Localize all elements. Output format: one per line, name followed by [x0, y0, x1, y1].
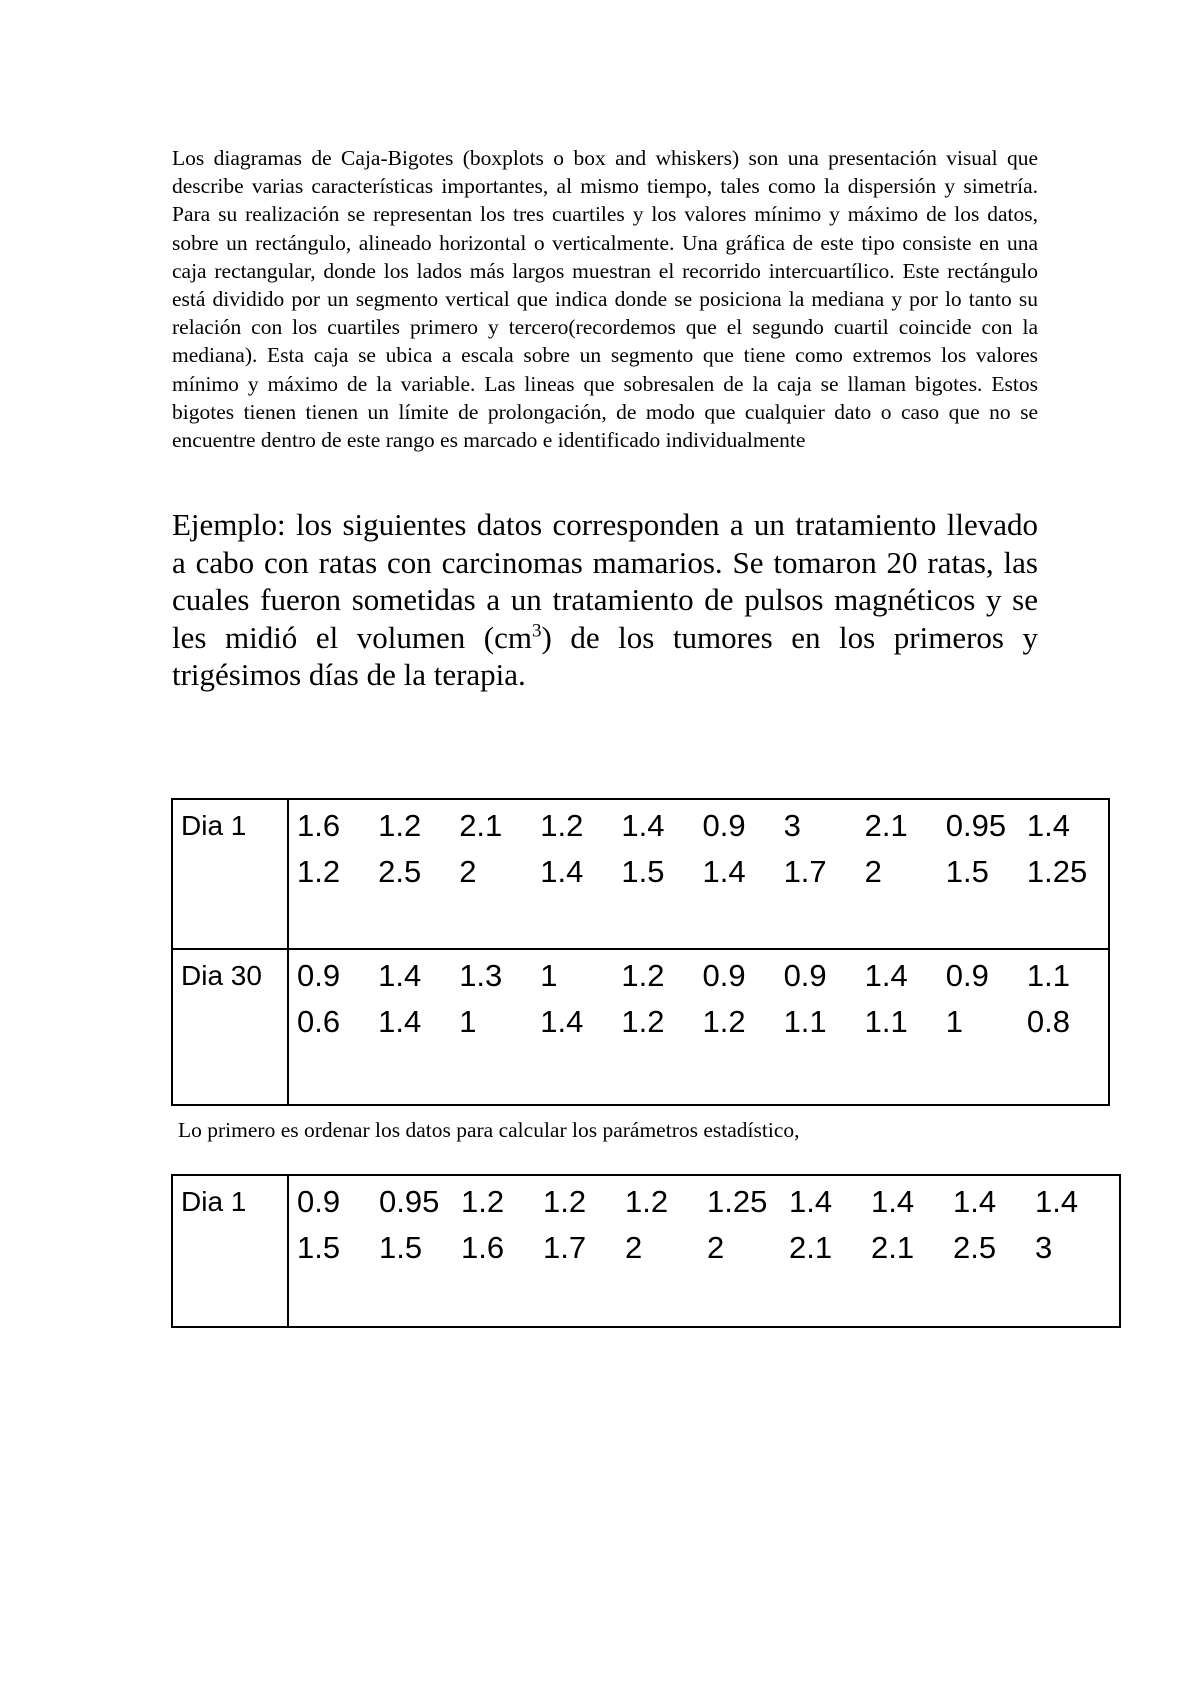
example-text-start: Ejemplo: los siguientes datos corresponden a un tratamiento llevado a cabo con ratas con carcinomas mamarios. Se tomaron 20 ratas, las cuales fueron sometidas a un tratamiento de pulsos magnéticos y se les midió el volumen (cm [172, 507, 1038, 655]
table-cell-value: 2.1 [789, 1230, 833, 1265]
table-row-dia-1-sorted [172, 1175, 1120, 1327]
table-cell-value: 0.9 [702, 958, 746, 993]
table-cell-value: 1.2 [621, 1004, 665, 1039]
table-cell-value: 0.6 [297, 1004, 341, 1039]
table-cell-value: 0.9 [783, 958, 827, 993]
table-cell-value: 1.4 [1035, 1184, 1079, 1219]
table-cell-value: 1 [459, 1004, 477, 1039]
table-cell-value: 1.1 [1026, 958, 1070, 993]
table-cell-value: 1.4 [621, 808, 665, 843]
sort-note: Lo primero es ordenar los datos para calcular los parámetros estadístico, [178, 1118, 800, 1142]
table-cell-value: 1.2 [378, 808, 422, 843]
table-cell-value: 0.95 [379, 1184, 440, 1219]
intro-paragraph: Los diagramas de Caja-Bigotes (boxplots o box and whiskers) son una presentación visual que describe varias características importantes, al mismo tiempo, tales como la dispersión y simetría. Para su realización se representan los tres cuartiles y los valores mínimo y máximo de los datos, sobre un rectángulo, alineado horizontal o verticalmente. Una gráfica de este tipo consiste en una caja rectangular, donde los lados más largos muestran el recorrido intercuartílico. Este rectángulo está dividido por un segmento vertical que indica donde se posiciona la mediana y por lo tanto su relación con los cuartiles primero y tercero(recordemos que el segundo cuartil coincide con la mediana). Esta caja se ubica a escala sobre un segmento que tiene como extremos los valores mínimo y máximo de la variable. Las lineas que sobresalen de la caja se llaman bigotes. Estos bigotes tienen tienen un límite de prolongación, de modo que cualquier dato o caso que no se encuentre dentro de este rango es marcado e identificado individualmente [172, 146, 1038, 453]
table-cell-value: 2 [707, 1230, 725, 1265]
table-cell-value: 1.1 [783, 1004, 827, 1039]
table-cell-value: 2 [625, 1230, 643, 1265]
example-text-end: ) de los tumores en los primeros y trigésimos días de la terapia. [172, 619, 1039, 692]
table-cell-value: 1.2 [621, 958, 665, 993]
values-line [297, 1004, 1108, 1050]
table-cell-value: 2.1 [871, 1230, 915, 1265]
row-label: Dia 1 [172, 1175, 288, 1327]
table-cell-value: 0.9 [945, 958, 989, 993]
table-cell-value: 2.1 [864, 808, 908, 843]
values-line [297, 958, 1108, 1004]
table-cell-value: 1.5 [379, 1230, 423, 1265]
table-cell-value: 1.6 [461, 1230, 505, 1265]
table-cell-value: 1.5 [297, 1230, 341, 1265]
table-cell-value: 2.5 [953, 1230, 997, 1265]
table-row-dia-30 [172, 949, 1109, 1105]
table-cell-value: 1.25 [1026, 854, 1088, 889]
table-cell-value: 1.2 [625, 1184, 669, 1219]
table-cell-value: 0.9 [702, 808, 746, 843]
values-line [297, 1184, 1119, 1230]
table-cell-value: 1.2 [297, 854, 341, 889]
table-cell-value: 2 [459, 854, 477, 889]
table-cell-value: 1.4 [378, 1004, 422, 1039]
row-values [288, 949, 1109, 1105]
table-cell-value: 1 [945, 1004, 963, 1039]
table-cell-value: 1.4 [871, 1184, 915, 1219]
table-cell-value: 1.4 [378, 958, 422, 993]
example-paragraph [172, 506, 1038, 694]
table-cell-value: 0.95 [945, 808, 1007, 843]
row-values [288, 799, 1109, 949]
values-line [297, 854, 1108, 900]
example-superscript: 3 [531, 620, 542, 642]
table-cell-value: 1.4 [789, 1184, 833, 1219]
table-cell-value: 1.3 [459, 958, 503, 993]
table-cell-value: 1.2 [543, 1184, 587, 1219]
table-cell-value: 1.4 [1026, 808, 1070, 843]
table-cell-value: 1 [540, 958, 558, 993]
sorted-data-table [171, 1174, 1121, 1328]
table-cell-value: 1.1 [864, 1004, 908, 1039]
table-cell-value: 1.4 [540, 1004, 584, 1039]
row-values [288, 1175, 1120, 1327]
table-cell-value: 1.2 [540, 808, 584, 843]
table-cell-value: 0.9 [297, 1184, 341, 1219]
table-row-dia-1 [172, 799, 1109, 949]
table-cell-value: 1.5 [945, 854, 989, 889]
table-cell-value: 2 [864, 854, 882, 889]
table-cell-value: 1.4 [953, 1184, 997, 1219]
table-cell-value: 1.4 [702, 854, 746, 889]
values-line [297, 808, 1108, 854]
raw-data-table [171, 798, 1110, 1106]
table-cell-value: 1.25 [707, 1184, 768, 1219]
values-line [297, 1230, 1119, 1276]
table-cell-value: 1.5 [621, 854, 665, 889]
table-cell-value: 3 [783, 808, 801, 843]
row-label: Dia 30 [172, 949, 288, 1105]
table-cell-value: 3 [1035, 1230, 1053, 1265]
table-cell-value: 1.2 [702, 1004, 746, 1039]
table-cell-value: 1.6 [297, 808, 341, 843]
table-cell-value: 0.8 [1026, 1004, 1070, 1039]
table-cell-value: 1.4 [540, 854, 584, 889]
table-cell-value: 1.4 [864, 958, 908, 993]
row-label: Dia 1 [172, 799, 288, 949]
table-cell-value: 2.5 [378, 854, 422, 889]
table-cell-value: 1.2 [461, 1184, 505, 1219]
table-cell-value: 0.9 [297, 958, 341, 993]
table-cell-value: 2.1 [459, 808, 503, 843]
table-cell-value: 1.7 [543, 1230, 587, 1265]
table-cell-value: 1.7 [783, 854, 827, 889]
